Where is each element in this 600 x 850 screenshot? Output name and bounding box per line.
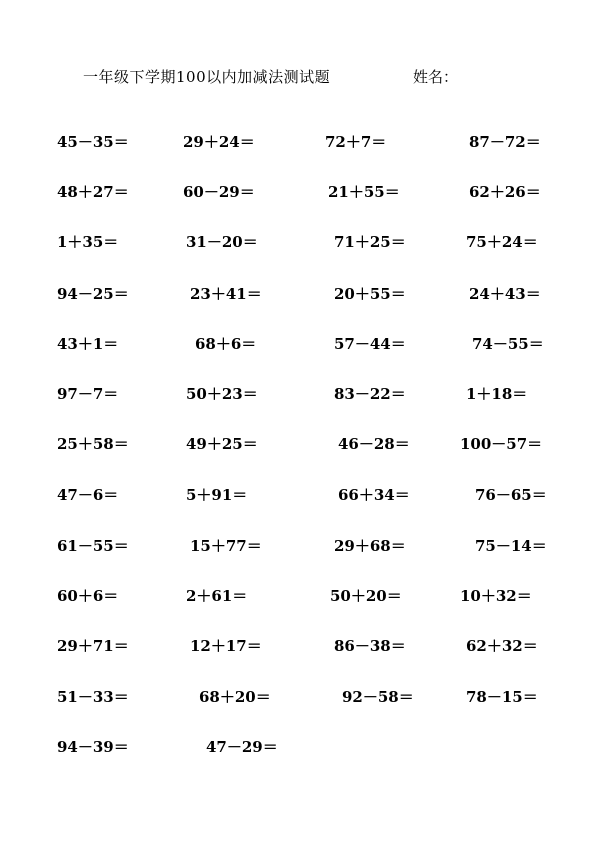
math-problem: 92－58＝ <box>342 688 414 706</box>
math-problem: 15＋77＝ <box>190 537 262 555</box>
math-problem: 51－33＝ <box>57 688 129 706</box>
math-problem: 50＋23＝ <box>186 385 258 403</box>
math-problem: 50＋20＝ <box>330 587 402 605</box>
math-problem: 76－65＝ <box>475 486 547 504</box>
math-problem: 66＋34＝ <box>338 486 410 504</box>
math-problem: 29＋71＝ <box>57 637 129 655</box>
math-problem: 1＋35＝ <box>57 233 119 251</box>
math-problem: 71＋25＝ <box>334 233 406 251</box>
math-problem: 48＋27＝ <box>57 183 129 201</box>
math-problem: 46－28＝ <box>338 435 410 453</box>
math-problem: 86－38＝ <box>334 637 406 655</box>
math-problem: 29＋24＝ <box>183 133 255 151</box>
math-problem: 25＋58＝ <box>57 435 129 453</box>
math-problem: 62＋32＝ <box>466 637 538 655</box>
math-problem: 97－7＝ <box>57 385 119 403</box>
math-problem: 31－20＝ <box>186 233 258 251</box>
math-problem: 45－35＝ <box>57 133 129 151</box>
math-problem: 68＋6＝ <box>195 335 257 353</box>
math-problem: 10＋32＝ <box>460 587 532 605</box>
math-problem: 60＋6＝ <box>57 587 119 605</box>
math-problem: 100－57＝ <box>460 435 543 453</box>
math-problem: 2＋61＝ <box>186 587 248 605</box>
math-problem: 83－22＝ <box>334 385 406 403</box>
math-problem: 68＋20＝ <box>199 688 271 706</box>
math-problem: 1＋18＝ <box>466 385 528 403</box>
math-problem: 23＋41＝ <box>190 285 262 303</box>
name-label: 姓名： <box>413 68 459 86</box>
math-problem: 94－25＝ <box>57 285 129 303</box>
math-problem: 24＋43＝ <box>469 285 541 303</box>
math-problem: 43＋1＝ <box>57 335 119 353</box>
math-problem: 29＋68＝ <box>334 537 406 555</box>
math-problem: 74－55＝ <box>472 335 544 353</box>
math-problem: 62＋26＝ <box>469 183 541 201</box>
math-problem: 5＋91＝ <box>186 486 248 504</box>
page-title: 一年级下学期100以内加减法测试题 <box>83 68 331 86</box>
math-problem: 72＋7＝ <box>325 133 387 151</box>
math-problem: 75＋24＝ <box>466 233 538 251</box>
math-problem: 75－14＝ <box>475 537 547 555</box>
math-problem: 47－29＝ <box>206 738 278 756</box>
math-problem: 57－44＝ <box>334 335 406 353</box>
math-problem: 61－55＝ <box>57 537 129 555</box>
math-problem: 78－15＝ <box>466 688 538 706</box>
math-problem: 60－29＝ <box>183 183 255 201</box>
math-problem: 87－72＝ <box>469 133 541 151</box>
math-problem: 12＋17＝ <box>190 637 262 655</box>
math-problem: 20＋55＝ <box>334 285 406 303</box>
math-problem: 49＋25＝ <box>186 435 258 453</box>
math-problem: 21＋55＝ <box>328 183 400 201</box>
math-problem: 94－39＝ <box>57 738 129 756</box>
math-problem: 47－6＝ <box>57 486 119 504</box>
